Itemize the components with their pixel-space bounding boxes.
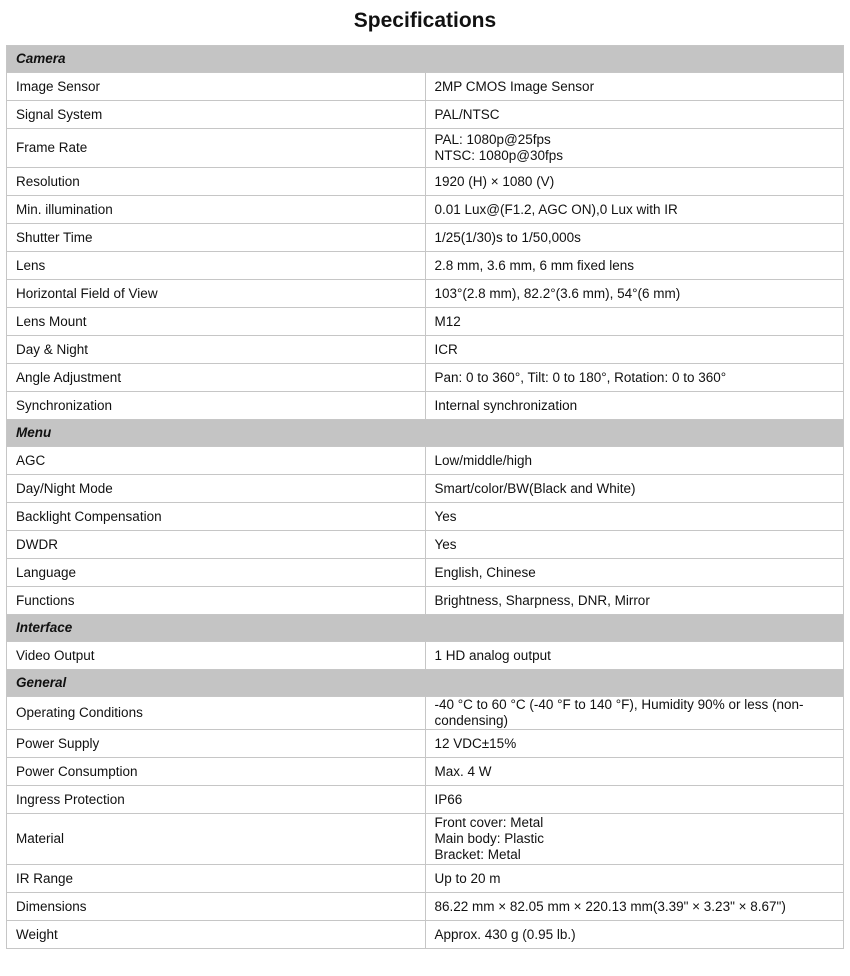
spec-row xyxy=(7,336,844,364)
section-header-general xyxy=(7,670,844,697)
section-title: Menu xyxy=(7,420,844,447)
spec-value-line: Front cover: Metal xyxy=(434,815,544,830)
spec-label: Operating Conditions xyxy=(7,697,426,730)
spec-row xyxy=(7,308,844,336)
spec-row xyxy=(7,758,844,786)
spec-value xyxy=(425,336,844,364)
spec-value-line: 103°(2.8 mm), 82.2°(3.6 mm), 54°(6 mm) xyxy=(434,285,681,301)
spec-label: Backlight Compensation xyxy=(7,503,426,531)
spec-value-line: Pan: 0 to 360°, Tilt: 0 to 180°, Rotation: 0 to 360° xyxy=(434,369,727,385)
spec-row xyxy=(7,921,844,949)
spec-value xyxy=(425,308,844,336)
spec-value-line: Yes xyxy=(434,508,457,524)
spec-value xyxy=(425,587,844,615)
spec-value xyxy=(425,865,844,893)
spec-row xyxy=(7,559,844,587)
spec-label: Power Supply xyxy=(7,730,426,758)
spec-value xyxy=(425,730,844,758)
spec-label: Lens Mount xyxy=(7,308,426,336)
section-title: Interface xyxy=(7,615,844,642)
spec-value xyxy=(425,503,844,531)
spec-label: Language xyxy=(7,559,426,587)
spec-value-line: Bracket: Metal xyxy=(434,847,521,862)
spec-row xyxy=(7,531,844,559)
spec-value-line: English, Chinese xyxy=(434,564,536,580)
spec-value-line: ICR xyxy=(434,341,458,357)
spec-label: Resolution xyxy=(7,168,426,196)
spec-label: Video Output xyxy=(7,642,426,670)
spec-value xyxy=(425,447,844,475)
spec-value-line: Main body: Plastic xyxy=(434,831,545,846)
spec-row xyxy=(7,893,844,921)
spec-row xyxy=(7,865,844,893)
spec-label: Material xyxy=(7,814,426,865)
spec-value-line: Max. 4 W xyxy=(434,763,492,779)
spec-value xyxy=(425,531,844,559)
section-title: Camera xyxy=(7,46,844,73)
spec-value-line: -40 °C to 60 °C (-40 °F to 140 °F), Humidity 90% or less (non-condensing) xyxy=(434,697,804,728)
spec-value xyxy=(425,697,844,730)
spec-value xyxy=(425,559,844,587)
spec-label: Shutter Time xyxy=(7,224,426,252)
spec-row xyxy=(7,697,844,730)
spec-row xyxy=(7,364,844,392)
spec-value-line: 2.8 mm, 3.6 mm, 6 mm fixed lens xyxy=(434,257,635,273)
section-header-menu xyxy=(7,420,844,447)
spec-value xyxy=(425,196,844,224)
spec-value-line: 86.22 mm × 82.05 mm × 220.13 mm(3.39" × 3.23" × 8.67") xyxy=(434,898,786,914)
spec-row xyxy=(7,786,844,814)
spec-value xyxy=(425,73,844,101)
spec-label: Synchronization xyxy=(7,392,426,420)
specifications-table-body xyxy=(7,46,844,949)
spec-value-line: 2MP CMOS Image Sensor xyxy=(434,78,595,94)
spec-value xyxy=(425,101,844,129)
spec-value xyxy=(425,642,844,670)
spec-value-line: IP66 xyxy=(434,791,463,807)
spec-value xyxy=(425,758,844,786)
spec-value xyxy=(425,224,844,252)
spec-label: Functions xyxy=(7,587,426,615)
spec-value-line: Brightness, Sharpness, DNR, Mirror xyxy=(434,592,650,608)
page-title: Specifications xyxy=(353,9,497,32)
spec-row xyxy=(7,224,844,252)
spec-value-line: 0.01 Lux@(F1.2, AGC ON),0 Lux with IR xyxy=(434,201,678,217)
spec-row xyxy=(7,168,844,196)
spec-label: Dimensions xyxy=(7,893,426,921)
spec-value-line: 1920 (H) × 1080 (V) xyxy=(434,173,555,189)
spec-row xyxy=(7,196,844,224)
spec-label: Weight xyxy=(7,921,426,949)
spec-value xyxy=(425,252,844,280)
spec-row xyxy=(7,392,844,420)
spec-row xyxy=(7,73,844,101)
spec-value-line: 1 HD analog output xyxy=(434,647,551,663)
spec-value-line: Low/middle/high xyxy=(434,452,533,468)
spec-value-line: M12 xyxy=(434,313,461,329)
spec-value xyxy=(425,168,844,196)
spec-value-line: PAL: 1080p@25fps xyxy=(434,132,551,147)
spec-label: Day/Night Mode xyxy=(7,475,426,503)
spec-value-line: 1/25(1/30)s to 1/50,000s xyxy=(434,229,581,245)
spec-value xyxy=(425,129,844,168)
spec-row xyxy=(7,475,844,503)
spec-label: Image Sensor xyxy=(7,73,426,101)
spec-value-line: Yes xyxy=(434,536,457,552)
spec-value xyxy=(425,475,844,503)
section-header-interface xyxy=(7,615,844,642)
spec-value-line: Approx. 430 g (0.95 lb.) xyxy=(434,926,576,942)
spec-value-line: NTSC: 1080p@30fps xyxy=(434,148,564,163)
spec-row xyxy=(7,814,844,865)
spec-row xyxy=(7,587,844,615)
spec-label: IR Range xyxy=(7,865,426,893)
spec-value xyxy=(425,364,844,392)
spec-value xyxy=(425,814,844,865)
section-header-camera xyxy=(7,46,844,73)
specifications-table xyxy=(6,45,844,949)
spec-row xyxy=(7,280,844,308)
spec-value xyxy=(425,921,844,949)
spec-row xyxy=(7,252,844,280)
spec-label: Angle Adjustment xyxy=(7,364,426,392)
section-title: General xyxy=(7,670,844,697)
spec-row xyxy=(7,730,844,758)
spec-label: Ingress Protection xyxy=(7,786,426,814)
spec-row xyxy=(7,642,844,670)
spec-row xyxy=(7,101,844,129)
spec-label: Day & Night xyxy=(7,336,426,364)
spec-label: Power Consumption xyxy=(7,758,426,786)
spec-label: Signal System xyxy=(7,101,426,129)
spec-value xyxy=(425,392,844,420)
spec-row xyxy=(7,129,844,168)
spec-row xyxy=(7,447,844,475)
spec-label: Min. illumination xyxy=(7,196,426,224)
spec-value-line: Internal synchronization xyxy=(434,397,578,413)
spec-label: DWDR xyxy=(7,531,426,559)
spec-label: Horizontal Field of View xyxy=(7,280,426,308)
spec-label: Frame Rate xyxy=(7,129,426,168)
spec-value-line: Smart/color/BW(Black and White) xyxy=(434,480,636,496)
spec-label: AGC xyxy=(7,447,426,475)
spec-row xyxy=(7,503,844,531)
spec-value-line: PAL/NTSC xyxy=(434,106,500,122)
spec-value xyxy=(425,280,844,308)
spec-value xyxy=(425,786,844,814)
spec-value-line: 12 VDC±15% xyxy=(434,735,517,751)
spec-value-line: Up to 20 m xyxy=(434,870,501,886)
spec-label: Lens xyxy=(7,252,426,280)
spec-value xyxy=(425,893,844,921)
